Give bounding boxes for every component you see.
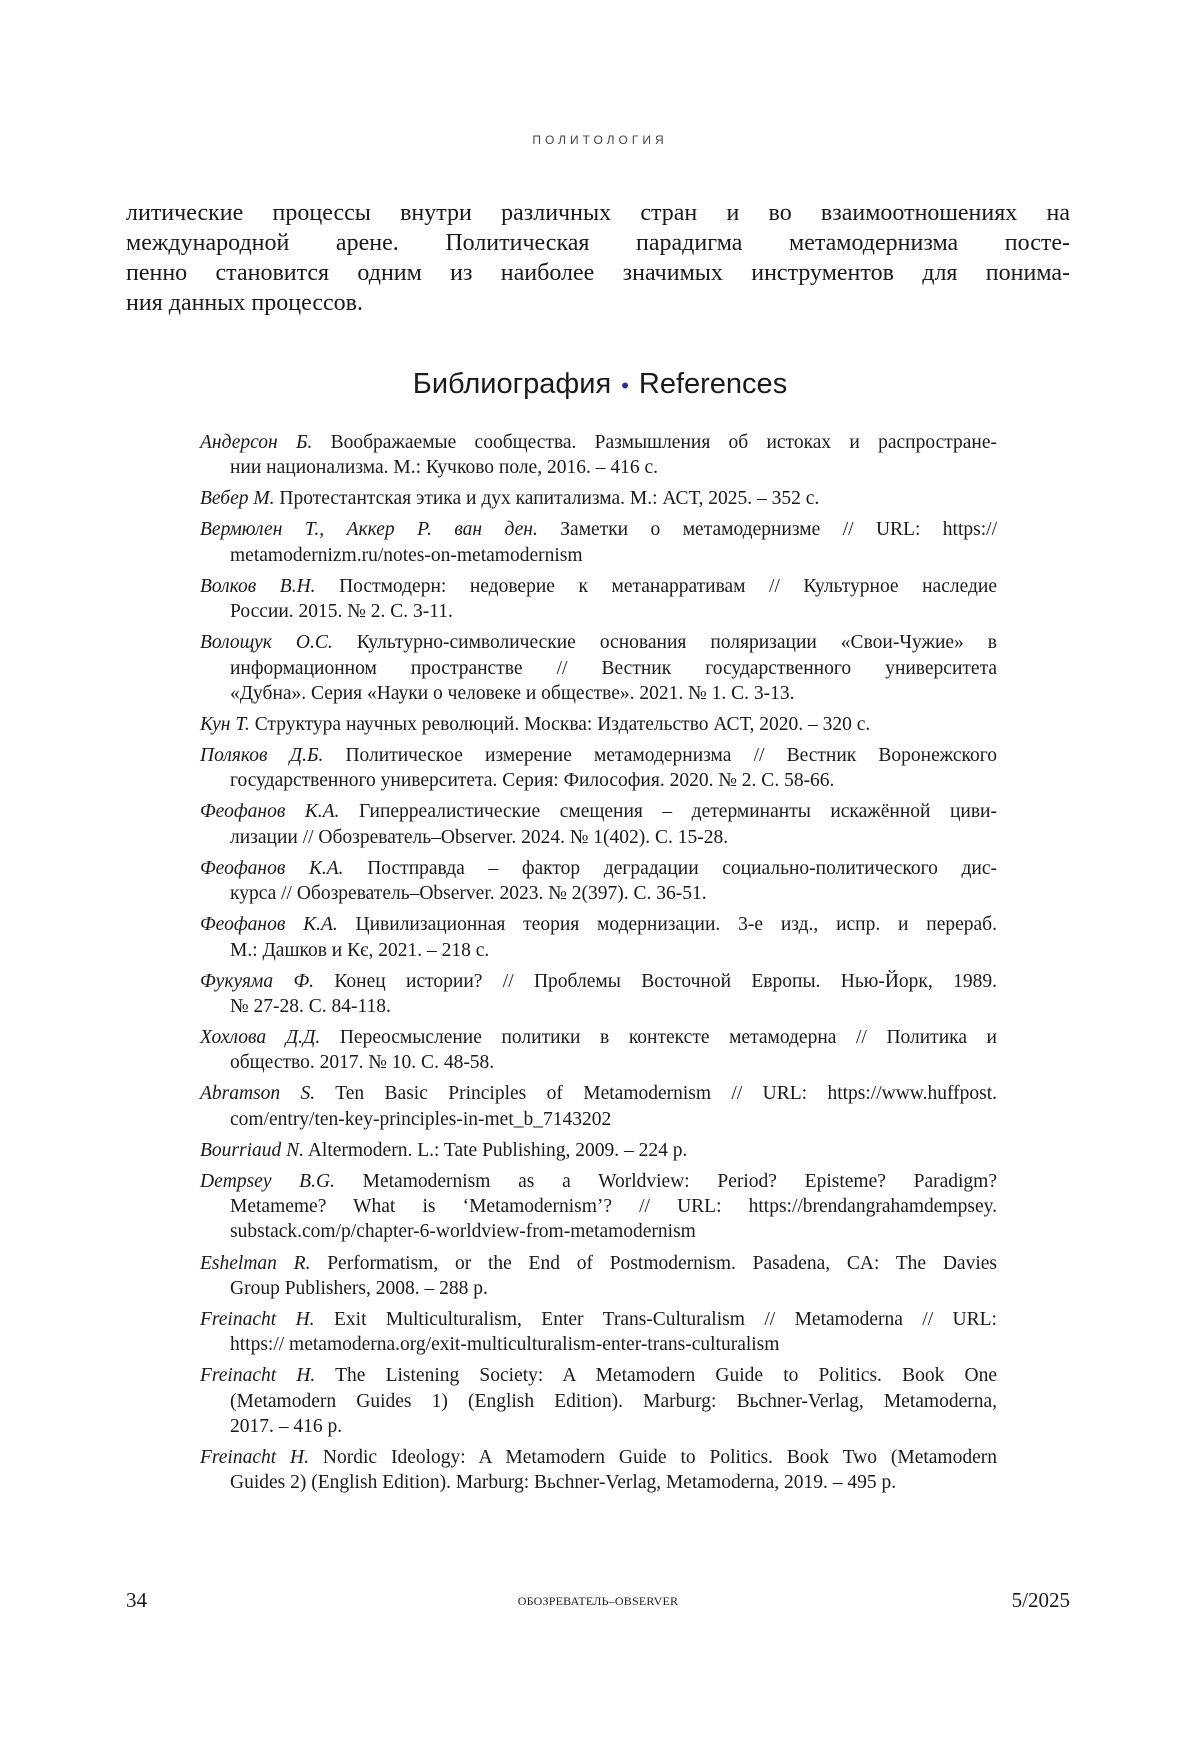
reference-line: [200, 994, 997, 1019]
reference-entry: [200, 969, 997, 1020]
reference-text: The Listening Society: A Metamodern Guide to Politics. Book One: [315, 1365, 997, 1386]
reference-line: [200, 486, 997, 511]
reference-text: лизации // Обозреватель–Observer. 2024. № 1(402). С. 15-28.: [230, 827, 728, 848]
reference-text: России. 2015. № 2. С. 3-11.: [230, 601, 453, 622]
reference-text: Altermodern. L.: Tate Publishing, 2009. – 224 p.: [304, 1140, 687, 1161]
reference-text: Exit Multiculturalism, Enter Trans-Culturalism // Metamoderna // URL:: [315, 1309, 997, 1330]
reference-author: Bourriaud N.: [200, 1140, 304, 1161]
reference-text: Постмодерн: недоверие к метанарративам // Культурное наследие: [316, 576, 997, 597]
reference-text: metamodernizm.ru/notes-on-metamodernism: [230, 545, 583, 566]
reference-text: Metamodernism as a Worldview: Period? Episteme? Paradigm?: [335, 1171, 997, 1192]
reference-text: (Metamodern Guides 1) (English Edition). Marburg: Bьchner-Verlag, Metamoderna,: [230, 1391, 997, 1412]
references-list: [200, 430, 997, 1501]
bullet-separator-icon: •: [621, 373, 629, 398]
references-heading: [0, 368, 1200, 401]
reference-line: [200, 1470, 997, 1495]
reference-line: [200, 712, 997, 737]
reference-author: Феофанов К.А.: [200, 914, 338, 935]
reference-entry: [200, 1169, 997, 1245]
reference-line: [200, 1081, 997, 1106]
reference-text: государственного университета. Серия: Философия. 2020. № 2. С. 58-66.: [230, 770, 834, 791]
reference-entry: [200, 799, 997, 850]
body-paragraph: [126, 198, 1070, 318]
running-head: ПОЛИТОЛОГИЯ: [0, 133, 1200, 147]
page-number: 34: [126, 1588, 147, 1613]
reference-line: [200, 743, 997, 768]
reference-author: Феофанов К.А.: [200, 801, 339, 822]
body-line: ния данных процессов.: [126, 288, 1070, 318]
reference-line: [200, 1138, 997, 1163]
reference-author: Волков В.Н.: [200, 576, 316, 597]
reference-entry: [200, 430, 997, 481]
reference-author: Freinacht H.: [200, 1309, 315, 1330]
reference-text: https:// metamoderna.org/exit-multiculturalism-enter-trans-culturalism: [230, 1334, 779, 1355]
reference-text: com/entry/ten-key-principles-in-met_b_7143202: [230, 1109, 611, 1130]
reference-line: [200, 1194, 997, 1219]
reference-author: Вебер М.: [200, 488, 275, 509]
reference-text: Ten Basic Principles of Metamodernism // URL: https://www.huffpost.: [315, 1083, 997, 1104]
reference-line: [200, 630, 997, 655]
reference-line: [200, 1169, 997, 1194]
reference-text: Протестантская этика и дух капитализма. М.: АСТ, 2025. – 352 с.: [275, 488, 820, 509]
reference-author: Вермюлен Т., Аккер Р. ван ден.: [200, 519, 538, 540]
reference-text: Guides 2) (English Edition). Marburg: Bьchner-Verlag, Metamoderna, 2019. – 495 p.: [230, 1472, 896, 1493]
reference-line: [200, 768, 997, 793]
reference-entry: [200, 856, 997, 907]
reference-text: информационном пространстве // Вестник государственного университета: [230, 658, 997, 679]
reference-author: Кун Т.: [200, 714, 250, 735]
reference-text: «Дубна». Серия «Науки о человеке и обществе». 2021. № 1. С. 3-13.: [230, 683, 795, 704]
reference-line: [200, 1332, 997, 1357]
reference-entry: [200, 1138, 997, 1163]
reference-text: 2017. – 416 p.: [230, 1416, 342, 1437]
reference-text: Конец истории? // Проблемы Восточной Европы. Нью-Йорк, 1989.: [314, 971, 997, 992]
reference-text: Цивилизационная теория модернизации. 3-е изд., испр. и перераб.: [338, 914, 997, 935]
reference-line: [200, 1363, 997, 1388]
reference-line: [200, 1445, 997, 1470]
reference-line: [200, 599, 997, 624]
reference-text: Переосмысление политики в контексте метамодерна // Политика и: [320, 1027, 997, 1048]
reference-line: [200, 1050, 997, 1075]
reference-text: Политическое измерение метамодернизма // Вестник Воронежского: [323, 745, 997, 766]
reference-line: [200, 969, 997, 994]
reference-text: substack.com/p/chapter-6-worldview-from-metamodernism: [230, 1221, 696, 1242]
reference-entry: [200, 630, 997, 706]
reference-author: Феофанов К.А.: [200, 858, 344, 879]
reference-text: Performatism, or the End of Postmodernism. Pasadena, CA: The Davies: [310, 1253, 997, 1274]
reference-author: Волощук О.С.: [200, 632, 333, 653]
reference-text: Metameme? What is ‘Metamodernism’? // URL: https://brendangrahamdempsey.: [230, 1196, 997, 1217]
references-title-ru: Библиография: [413, 368, 611, 400]
reference-line: [200, 1389, 997, 1414]
reference-author: Freinacht H.: [200, 1447, 309, 1468]
reference-line: [200, 799, 997, 824]
reference-author: Андерсон Б.: [200, 432, 312, 453]
reference-text: Group Publishers, 2008. – 288 p.: [230, 1278, 488, 1299]
reference-line: [200, 517, 997, 542]
reference-line: [200, 1307, 997, 1332]
reference-line: [200, 656, 997, 681]
reference-author: Фукуяма Ф.: [200, 971, 314, 992]
reference-line: [200, 1025, 997, 1050]
reference-line: [200, 1414, 997, 1439]
reference-line: [200, 1219, 997, 1244]
reference-text: курса // Обозреватель–Observer. 2023. № 2(397). С. 36-51.: [230, 883, 707, 904]
reference-entry: [200, 743, 997, 794]
reference-text: Заметки о метамодернизме // URL: https://: [538, 519, 997, 540]
reference-line: [200, 455, 997, 480]
reference-author: Хохлова Д.Д.: [200, 1027, 320, 1048]
reference-entry: [200, 912, 997, 963]
reference-text: Постправда – фактор деградации социально-политического дис-: [344, 858, 997, 879]
reference-line: [200, 938, 997, 963]
reference-text: Культурно-символические основания поляризации «Свои-Чужие» в: [333, 632, 997, 653]
reference-line: [200, 543, 997, 568]
reference-entry: [200, 1307, 997, 1358]
reference-line: [200, 430, 997, 455]
reference-text: Воображаемые сообщества. Размышления об истоках и распростране-: [312, 432, 997, 453]
body-line: пенно становится одним из наиболее значимых инструментов для понима-: [126, 258, 1070, 288]
reference-author: Freinacht H.: [200, 1365, 315, 1386]
reference-author: Abramson S.: [200, 1083, 315, 1104]
reference-line: [200, 574, 997, 599]
reference-text: Гиперреалистические смещения – детерминанты искажённой циви-: [339, 801, 997, 822]
reference-entry: [200, 517, 997, 568]
reference-line: [200, 1251, 997, 1276]
reference-entry: [200, 486, 997, 511]
reference-line: [200, 1276, 997, 1301]
reference-author: Dempsey B.G.: [200, 1171, 335, 1192]
issue-number: 5/2025: [1012, 1588, 1070, 1613]
reference-text: нии национализма. М.: Кучково поле, 2016. – 416 с.: [230, 457, 658, 478]
reference-text: М.: Дашков и Кє, 2021. – 218 с.: [230, 940, 489, 961]
reference-line: [200, 1107, 997, 1132]
reference-line: [200, 856, 997, 881]
reference-line: [200, 825, 997, 850]
reference-entry: [200, 1251, 997, 1302]
reference-text: Nordic Ideology: A Metamodern Guide to Politics. Book Two (Metamodern: [309, 1447, 997, 1468]
reference-text: общество. 2017. № 10. С. 48-58.: [230, 1052, 494, 1073]
reference-entry: [200, 712, 997, 737]
reference-entry: [200, 1363, 997, 1439]
reference-line: [200, 681, 997, 706]
references-title-en: References: [639, 368, 787, 400]
journal-name: ОБОЗРЕВАТЕЛЬ–OBSERVER: [126, 1594, 1070, 1609]
reference-author: Поляков Д.Б.: [200, 745, 323, 766]
reference-entry: [200, 1025, 997, 1076]
reference-entry: [200, 1445, 997, 1496]
reference-text: № 27-28. С. 84-118.: [230, 996, 391, 1017]
body-line: литические процессы внутри различных стран и во взаимоотношениях на: [126, 198, 1070, 228]
reference-author: Eshelman R.: [200, 1253, 310, 1274]
page-footer: [126, 1588, 1070, 1612]
reference-entry: [200, 1081, 997, 1132]
reference-line: [200, 881, 997, 906]
reference-text: Структура научных революций. Москва: Издательство АСТ, 2020. – 320 с.: [250, 714, 870, 735]
body-line: международной арене. Политическая парадигма метамодернизма посте-: [126, 228, 1070, 258]
reference-entry: [200, 574, 997, 625]
reference-line: [200, 912, 997, 937]
